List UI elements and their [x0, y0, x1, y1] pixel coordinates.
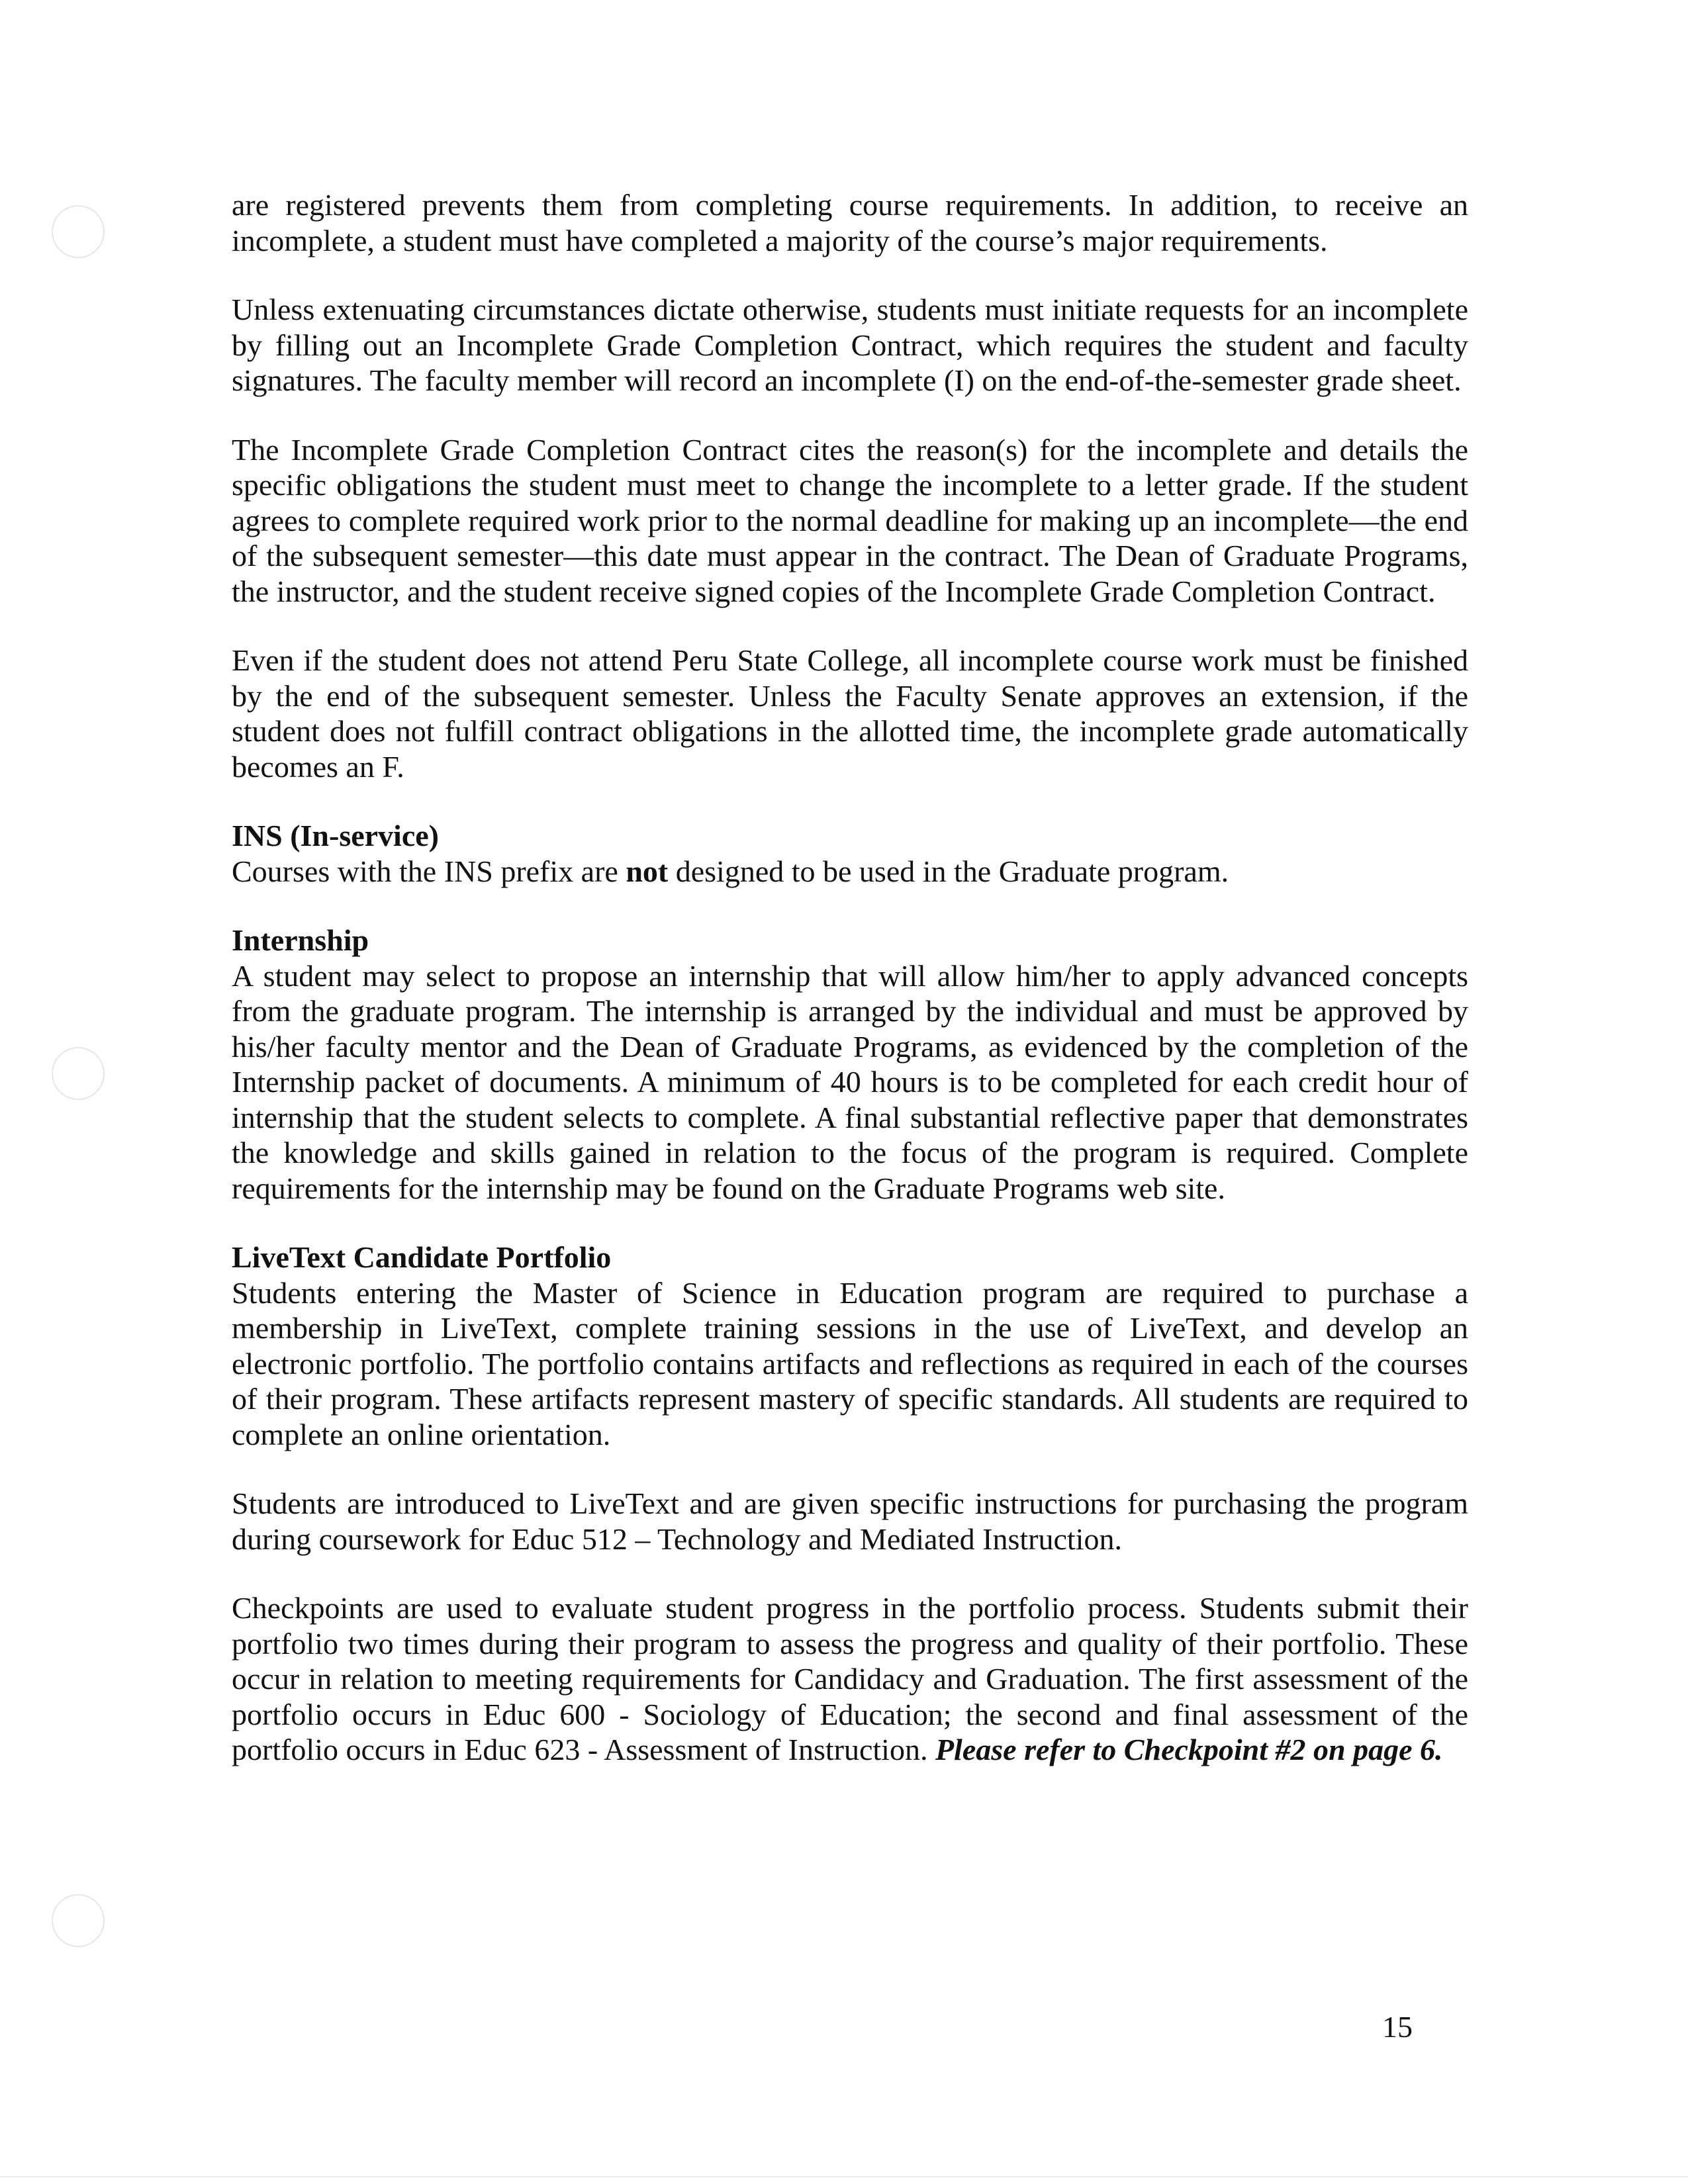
section-heading-ins: INS (In-service) — [232, 819, 439, 852]
paragraph-incomplete-contract: The Incomplete Grade Completion Contract cites the reason(s) for the incomplete and details the specific obligations the student must meet to change the incomplete to a letter grade. If the student agrees to complete required work prior to the normal deadline for making up an incomplete—the end of the subsequent semester—this date must appear in the contract. The Dean of Graduate Programs, the instructor, and the student receive signed copies of the Incomplete Grade Completion Contract. — [232, 432, 1468, 608]
section-internship — [232, 923, 1468, 1206]
document-body — [232, 187, 1468, 1801]
paragraph-livetext-membership: Students entering the Master of Science in Education program are required to purchase a membership in LiveText, complete training sessions in the use of LiveText, and develop an electronic portfolio. The portfolio contains artifacts and reflections as required in each of the courses of their program. These artifacts represent mastery of specific standards. All students are required to complete an online orientation. — [232, 1275, 1468, 1451]
checkpoints-text: Checkpoints are used to evaluate student progress in the portfolio process. Students submit their portfolio two times during their program to assess the progress and quality of their portfolio. These occur in relation to meeting requirements for Candidacy and Graduation. The first assessment of the portfolio occurs in Educ 600 - Sociology of Education; the second and final assessment of the portfolio occurs in Educ 623 - Assessment of Instruction. — [232, 1591, 1468, 1766]
paragraph-internship: A student may select to propose an internship that will allow him/her to apply advanced concepts from the graduate program. The internship is arranged by the individual and must be approved by his/her faculty mentor and the Dean of Graduate Programs, as evidenced by the completion of the Internship packet of documents. A minimum of 40 hours is to be completed for each credit hour of internship that the student selects to complete. A final substantial reflective paper that demonstrates the knowledge and skills gained in relation to the focus of the program is required. Complete requirements for the internship may be found on the Graduate Programs web site. — [232, 958, 1468, 1205]
paragraph-livetext-introduction: Students are introduced to LiveText and are given specific instructions for purchasing the program during coursework for Educ 512 – Technology and Mediated Instruction. — [232, 1486, 1468, 1556]
paragraph-incomplete-eligibility: are registered prevents them from completing course requirements. In addition, to receive an incomplete, a student must have completed a majority of the course’s major requirements. — [232, 188, 1468, 257]
checkpoint-reference: Please refer to Checkpoint #2 on page 6. — [935, 1733, 1443, 1766]
ins-text-after: designed to be used in the Graduate program. — [668, 854, 1229, 888]
paragraph-incomplete-request: Unless extenuating circumstances dictate otherwise, students must initiate requests for an incomplete by filling out an Incomplete Grade Completion Contract, which requires the student and faculty signatures. The faculty member will record an incomplete (I) on the end-of-the-semester grade sheet. — [232, 293, 1468, 397]
page-number: 15 — [1382, 2010, 1413, 2044]
binder-punch-hole — [52, 1894, 105, 1947]
section-heading-livetext: LiveText Candidate Portfolio — [232, 1240, 612, 1274]
paragraph-livetext-checkpoints — [232, 1590, 1468, 1768]
ins-text-before: Courses with the INS prefix are — [232, 854, 626, 888]
binder-punch-hole — [52, 1047, 105, 1100]
section-heading-internship: Internship — [232, 923, 369, 957]
section-livetext — [232, 1240, 1468, 1768]
ins-text-bold: not — [626, 854, 669, 888]
section-ins — [232, 818, 1468, 889]
paragraph-incomplete-deadline: Even if the student does not attend Peru State College, all incomplete course work must be finished by the end of the subsequent semester. Unless the Faculty Senate approves an extension, if the student does not fulfill contract obligations in the allotted time, the incomplete grade automatically becomes an F. — [232, 643, 1468, 784]
scan-edge-line — [0, 2176, 1688, 2177]
paragraph-ins — [232, 854, 1468, 889]
binder-punch-hole — [52, 205, 105, 258]
